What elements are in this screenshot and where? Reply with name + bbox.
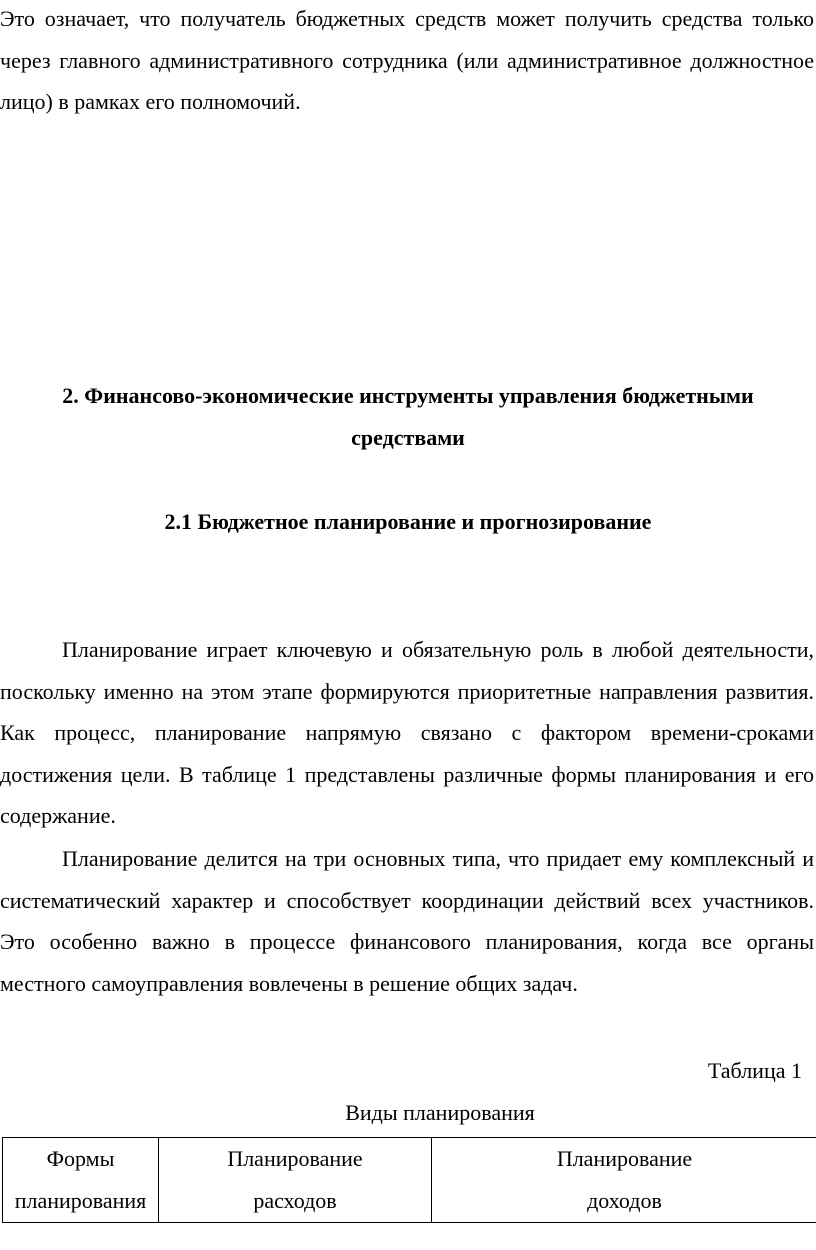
section-heading-line2: средствами <box>351 424 465 450</box>
header-cell-income <box>432 1138 816 1223</box>
section-heading <box>0 375 816 458</box>
planning-paragraph-1: Планирование играет ключевую и обязательную роль в любой деятельности, поскольку именно на этом этапе формируются приоритетные направления развития. Как процесс, планирование напрямую связано с фактором времени-сроками достижения цели. В таблице 1 представлены различные формы планирования и его содержание. <box>0 637 814 828</box>
section-heading-line1: 2. Финансово-экономические инструменты управления бюджетными <box>62 383 754 408</box>
planning-paragraph-2: Планирование делится на три основных типа, что придает ему комплексный и систематический характер и способствует координации действий всех участников. Это особенно важно в процессе финансового планирования, когда все органы местного самоуправления вовлечены в решение общих задач. <box>0 846 814 996</box>
header-cell-text: доходов <box>587 1187 662 1213</box>
header-cell-expenses <box>159 1138 432 1223</box>
header-cell-forms <box>3 1138 159 1223</box>
header-cell-text: расходов <box>253 1187 337 1213</box>
table-title: Виды планирования <box>345 1100 535 1125</box>
planning-types-table <box>2 1137 816 1223</box>
subsection-heading: 2.1 Бюджетное планирование и прогнозирование <box>164 509 652 534</box>
table-number-label: Таблица 1 <box>707 1058 802 1083</box>
header-cell-text: Планирование <box>227 1146 363 1171</box>
intro-paragraph: Это означает, что получатель бюджетных средств может получить средства только через главного административного сотрудника (или административное должностное лицо) в рамках его полномочий. <box>0 6 814 114</box>
header-cell-text: Формы <box>46 1146 115 1171</box>
table-header-row <box>3 1138 816 1223</box>
header-cell-text: Планирование <box>556 1146 693 1171</box>
header-cell-text: планирования <box>14 1187 147 1213</box>
